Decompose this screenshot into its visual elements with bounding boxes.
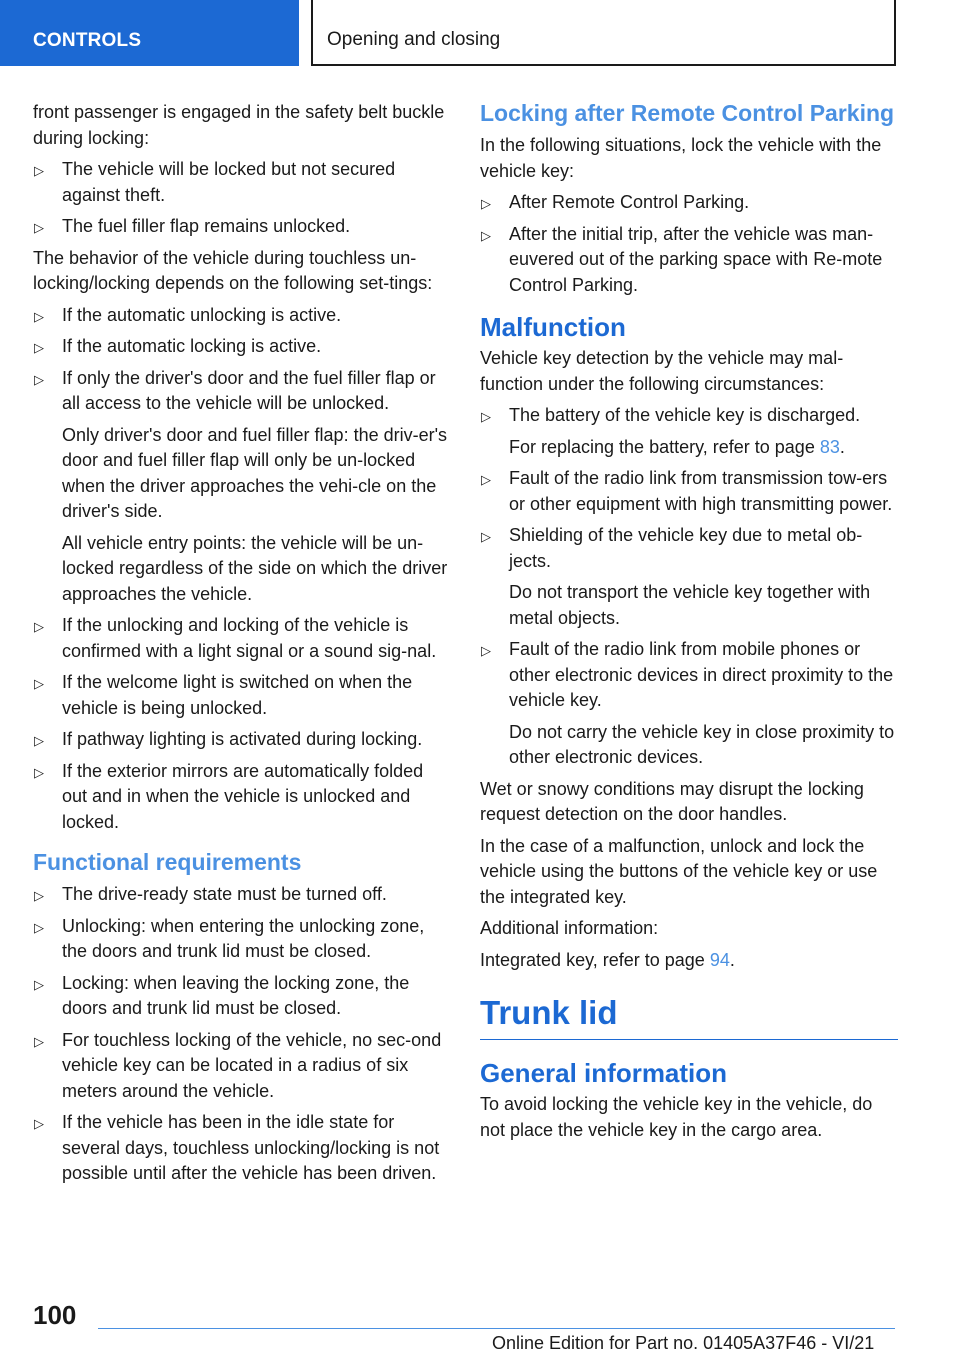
settings-list [33, 303, 448, 836]
rcp-list [480, 190, 898, 298]
triangle-bullet-icon: ▷ [34, 919, 44, 935]
functional-requirements-heading: Functional requirements [33, 849, 302, 875]
malfunction-heading: Malfunction [480, 312, 626, 342]
malfunction-case-paragraph: In the case of a malfunction, unlock and lock the vehicle using the buttons of the vehicle key or use the integrated key. [480, 835, 878, 907]
header-chapter-label: Opening and closing [327, 29, 501, 50]
right-column [480, 100, 898, 1149]
list-item: ▷ After the initial trip, after the vehicle was man-euvered out of the parking space with Re-mote Control Parking. [481, 223, 883, 295]
rcp-heading: Locking after Remote Control Parking [480, 100, 895, 126]
list-item: ▷ If the exterior mirrors are automatically folded out and in when the vehicle is unlocked and locked. [34, 760, 424, 832]
malfunction-intro: Vehicle key detection by the vehicle may mal-function under the following circumstances: [480, 348, 844, 394]
triangle-bullet-icon: ▷ [34, 619, 44, 634]
list-item: ▷ After Remote Control Parking. [480, 190, 898, 216]
footer-edition: Online Edition for Part no. 01405A37F46 - VI/21 [492, 1333, 875, 1353]
triangle-bullet-icon: ▷ [481, 409, 491, 424]
triangle-bullet-icon: ▷ [34, 733, 44, 748]
page-number: 100 [33, 1300, 77, 1330]
list-item: ▷ If the welcome light is switched on when the vehicle is being unlocked. [34, 672, 413, 718]
triangle-bullet-icon: ▷ [481, 472, 491, 487]
trunk-lid-heading: Trunk lid [480, 993, 898, 1040]
list-item: ▷ Shielding of the vehicle key due to metal ob-jects. Do not transport the vehicle key together with metal objects. [480, 523, 898, 631]
triangle-bullet-icon: ▷ [34, 1033, 44, 1049]
general-information-text: To avoid locking the vehicle key in the vehicle, do not place the vehicle key in the cargo area. [480, 1094, 873, 1140]
list-item-detail: All vehicle entry points: the vehicle will be un-locked regardless of the side on which the driver approaches the vehicle. [62, 532, 448, 604]
list-item: ▷ If the unlocking and locking of the vehicle is confirmed with a light signal or a sound sig-nal. [34, 615, 437, 661]
page-link-83[interactable]: 83 [819, 436, 840, 457]
triangle-bullet-icon: ▷ [34, 220, 44, 235]
behavior-paragraph: The behavior of the vehicle during touchless un-locking/locking depends on the following set-tings: [33, 247, 433, 293]
footer-divider [98, 1328, 895, 1329]
general-information-heading: General information [480, 1058, 728, 1088]
integrated-key-reference: Integrated key, refer to page 94. [480, 949, 735, 970]
list-item-detail: Only driver's door and fuel filler flap: the driv-er's door and fuel filler flap will only be un-locked when the driver approaches the vehi-cle on the driver's side. [62, 424, 448, 521]
left-column [33, 100, 448, 1193]
triangle-bullet-icon: ▷ [34, 976, 44, 992]
list-item: ▷ The drive-ready state must be turned off. [33, 882, 448, 908]
list-item: ▷ Fault of the radio link from mobile phones or other electronic devices in direct proximity to the vehicle key. Do not carry the vehicle key in close proximity to other electronic devices. [480, 637, 898, 771]
header-section-label: CONTROLS [33, 30, 142, 51]
triangle-bullet-icon: ▷ [34, 1116, 44, 1131]
triangle-bullet-icon: ▷ [481, 529, 491, 544]
list-item: ▷ For touchless locking of the vehicle, no sec-ond vehicle key can be located in a radius of six meters around the vehicle. [34, 1029, 442, 1101]
list-item-detail: Do not carry the vehicle key in close proximity to other electronic devices. [509, 721, 895, 767]
list-item: ▷ The battery of the vehicle key is discharged. For replacing the battery, refer to page 83. [480, 403, 898, 460]
wet-conditions-paragraph: Wet or snowy conditions may disrupt the locking request detection on the door handles. [480, 778, 864, 824]
list-item: ▷ If pathway lighting is activated during locking. [33, 727, 448, 753]
list-item: ▷ The fuel filler flap remains unlocked. [33, 214, 448, 240]
rcp-intro: In the following situations, lock the vehicle with the vehicle key: [480, 135, 882, 181]
triangle-bullet-icon: ▷ [34, 340, 44, 355]
triangle-bullet-icon: ▷ [34, 764, 44, 780]
list-item: ▷ If the automatic unlocking is active. [33, 303, 448, 329]
triangle-bullet-icon: ▷ [34, 163, 44, 178]
list-item-detail: Do not transport the vehicle key together with metal objects. [509, 582, 871, 628]
header-chapter-box [311, 0, 896, 66]
page-link-94[interactable]: 94 [709, 949, 730, 970]
list-item: ▷ Locking: when leaving the locking zone, the doors and trunk lid must be closed. [34, 972, 410, 1018]
list-item-detail: For replacing the battery, refer to page 83. [509, 436, 845, 457]
requirements-list [33, 882, 448, 1187]
triangle-bullet-icon: ▷ [34, 371, 44, 387]
triangle-bullet-icon: ▷ [481, 196, 491, 211]
seatbelt-list [33, 157, 448, 240]
list-item: ▷ Unlocking: when entering the unlocking zone, the doors and trunk lid must be closed. [34, 915, 425, 961]
triangle-bullet-icon: ▷ [34, 308, 44, 324]
triangle-bullet-icon: ▷ [34, 888, 44, 903]
list-item: ▷ The vehicle will be locked but not secured against theft. [34, 159, 396, 205]
triangle-bullet-icon: ▷ [481, 643, 491, 658]
triangle-bullet-icon: ▷ [34, 676, 44, 691]
left-intro: front passenger is engaged in the safety belt buckle during locking: [33, 102, 445, 148]
list-item: ▷ Fault of the radio link from transmission tow-ers or other equipment with high transmitting power. [481, 468, 893, 514]
list-item: ▷ If the automatic locking is active. [33, 334, 448, 360]
header-section-tab [0, 0, 299, 66]
additional-info-label: Additional information: [480, 918, 659, 938]
malfunction-list [480, 403, 898, 771]
list-item: ▷ If only the driver's door and the fuel filler flap or all access to the vehicle will be unlocked. Only driver's door and fuel filler flap: the driv-er's door and fuel filler flap will only be un-locked when the driver approaches the vehi-cle on the driver's side. All vehicle entry points: the vehicle will be un-locked regardless of the side on which the driver approaches the vehicle. [33, 366, 448, 608]
list-item: ▷ If the vehicle has been in the idle state for several days, touchless unlocking/locking is not possible until after the vehicle has been driven. [34, 1112, 440, 1183]
triangle-bullet-icon: ▷ [481, 227, 491, 243]
